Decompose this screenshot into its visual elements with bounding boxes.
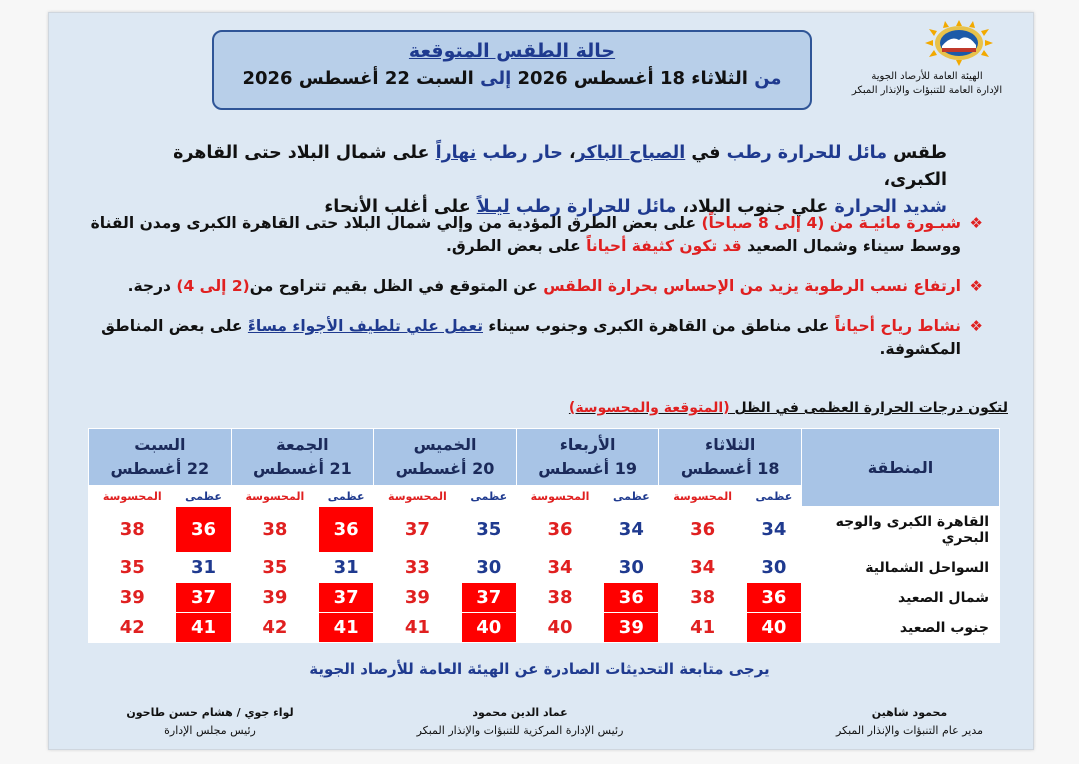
day-header: الخميس 20 أغسطس [374,429,517,486]
page-title: حالة الطقس المتوقعة [408,40,616,62]
agency-name: الهيئة العامة للأرصاد الجوية الإدارة العامة للتنبؤات والإنذار المبكر [851,71,1003,96]
region-cell: شمال الصعيد [802,583,1000,613]
max-temp-cell: 40 [461,613,516,643]
signature-middle: عماد الدين محمود رئيس الإدارة المركزية للتنبؤات والإنذار المبكر [416,706,624,737]
day-header: الثلاثاء 18 أغسطس [659,429,802,486]
table-header-row [89,429,1000,486]
max-subheader: عظمى [461,486,516,507]
feel-temp-cell: 36 [516,507,603,553]
max-subheader: عظمى [604,486,659,507]
max-subheader: عظمى [176,486,231,507]
feel-temp-cell: 38 [89,507,176,553]
max-subheader: عظمى [746,486,801,507]
warning-humidity: ❖ ارتفاع نسب الرطوبة يزيد من الإحساس بحرارة الطقس عن المتوقع في الظل بقيم تتراوح من(2 إلى 4) درجة. [63,275,983,298]
max-temp-cell: 36 [319,507,374,553]
feel-temp-cell: 34 [659,553,746,583]
feel-temp-cell: 42 [89,613,176,643]
feel-temp-cell: 33 [374,553,461,583]
feel-temp-cell: 42 [231,613,318,643]
bullet-diamond-icon: ❖ [969,214,983,232]
max-temp-cell: 30 [461,553,516,583]
max-temp-cell: 30 [604,553,659,583]
forecast-summary [107,140,947,221]
feel-subheader: المحسوسة [89,486,176,507]
feel-temp-cell: 38 [231,507,318,553]
feel-temp-cell: 35 [231,553,318,583]
warning-wind: ❖ نشاط رياح أحياناً على مناطق من القاهرة الكبرى وجنوب سيناء تعمل علي تلطيف الأجواء مساءً على بعض المناطق المكشوفة. [101,317,983,358]
max-temp-cell: 37 [319,583,374,613]
max-temp-cell: 35 [461,507,516,553]
max-temp-cell: 31 [319,553,374,583]
signature-left: لواء جوي / هشام حسن طاحون رئيس مجلس الإدارة [126,706,294,737]
day-header: الأربعاء 19 أغسطس [516,429,659,486]
max-temp-cell: 41 [319,613,374,643]
table-row [89,613,1000,643]
feel-subheader: المحسوسة [374,486,461,507]
max-temp-cell: 30 [746,553,801,583]
day-header: الجمعة 21 أغسطس [231,429,374,486]
summary-line-2: شديد الحرارة علي جنوب البلاد، مائل للحرارة رطب ليـلاً على أغلب الأنحاء [324,197,947,217]
region-cell: القاهرة الكبرى والوجه البحري [802,507,1000,553]
max-temp-cell: 36 [176,507,231,553]
max-temp-cell: 37 [461,583,516,613]
region-cell: السواحل الشمالية [802,553,1000,583]
table-row [89,553,1000,583]
max-temp-cell: 34 [746,507,801,553]
feel-subheader: المحسوسة [231,486,318,507]
feel-temp-cell: 39 [231,583,318,613]
table-caption: لتكون درجات الحرارة العظمى في الظل (المتوقعة والمحسوسة) [568,400,1008,416]
max-temp-cell: 39 [604,613,659,643]
bullet-diamond-icon: ❖ [969,317,983,335]
table-row [89,507,1000,553]
feel-subheader: المحسوسة [659,486,746,507]
warnings-list [63,212,983,378]
region-column-header: المنطقة [802,429,1000,507]
feel-temp-cell: 40 [516,613,603,643]
max-temp-cell: 37 [176,583,231,613]
feel-temp-cell: 39 [374,583,461,613]
feel-temp-cell: 41 [659,613,746,643]
feel-temp-cell: 34 [516,553,603,583]
max-temp-cell: 36 [746,583,801,613]
temperature-table [88,428,1000,643]
footer-note: يرجى متابعة التحديثات الصادرة عن الهيئة العامة للأرصاد الجوية [309,660,770,678]
period-line: من الثلاثاء 18 أغسطس 2026 إلى السبت 22 أغسطس 2026 [242,68,782,89]
signature-right: محمود شاهين مدير عام التنبؤات والإنذار المبكر [835,706,983,737]
max-temp-cell: 41 [176,613,231,643]
feel-subheader: المحسوسة [516,486,603,507]
day-header: السبت 22 أغسطس [89,429,232,486]
max-temp-cell: 31 [176,553,231,583]
region-cell: جنوب الصعيد [802,613,1000,643]
table-row [89,583,1000,613]
max-temp-cell: 36 [604,583,659,613]
feel-temp-cell: 36 [659,507,746,553]
max-temp-cell: 34 [604,507,659,553]
ema-logo-icon [922,20,996,66]
max-subheader: عظمى [319,486,374,507]
feel-temp-cell: 37 [374,507,461,553]
feel-temp-cell: 41 [374,613,461,643]
feel-temp-cell: 38 [516,583,603,613]
title-box [212,30,812,110]
summary-line-1: طقس مائل للحرارة رطب في الصباح الباكر، حار رطب نهاراً على شمال البلاد حتى القاهرة الكبرى، [173,143,947,190]
bullet-diamond-icon: ❖ [969,277,983,295]
warning-fog: ❖ شبـورة مائيـة من (4 إلى 8 صباحاً) على بعض الطرق المؤدية من وإلي شمال البلاد حتى القاهرة الكبرى ومدن القناة ووسط سيناء وشمال الصعيد قد تكون كثيفة أحياناً على بعض الطرق. [90,214,983,255]
max-temp-cell: 40 [746,613,801,643]
feel-temp-cell: 35 [89,553,176,583]
feel-temp-cell: 39 [89,583,176,613]
feel-temp-cell: 38 [659,583,746,613]
